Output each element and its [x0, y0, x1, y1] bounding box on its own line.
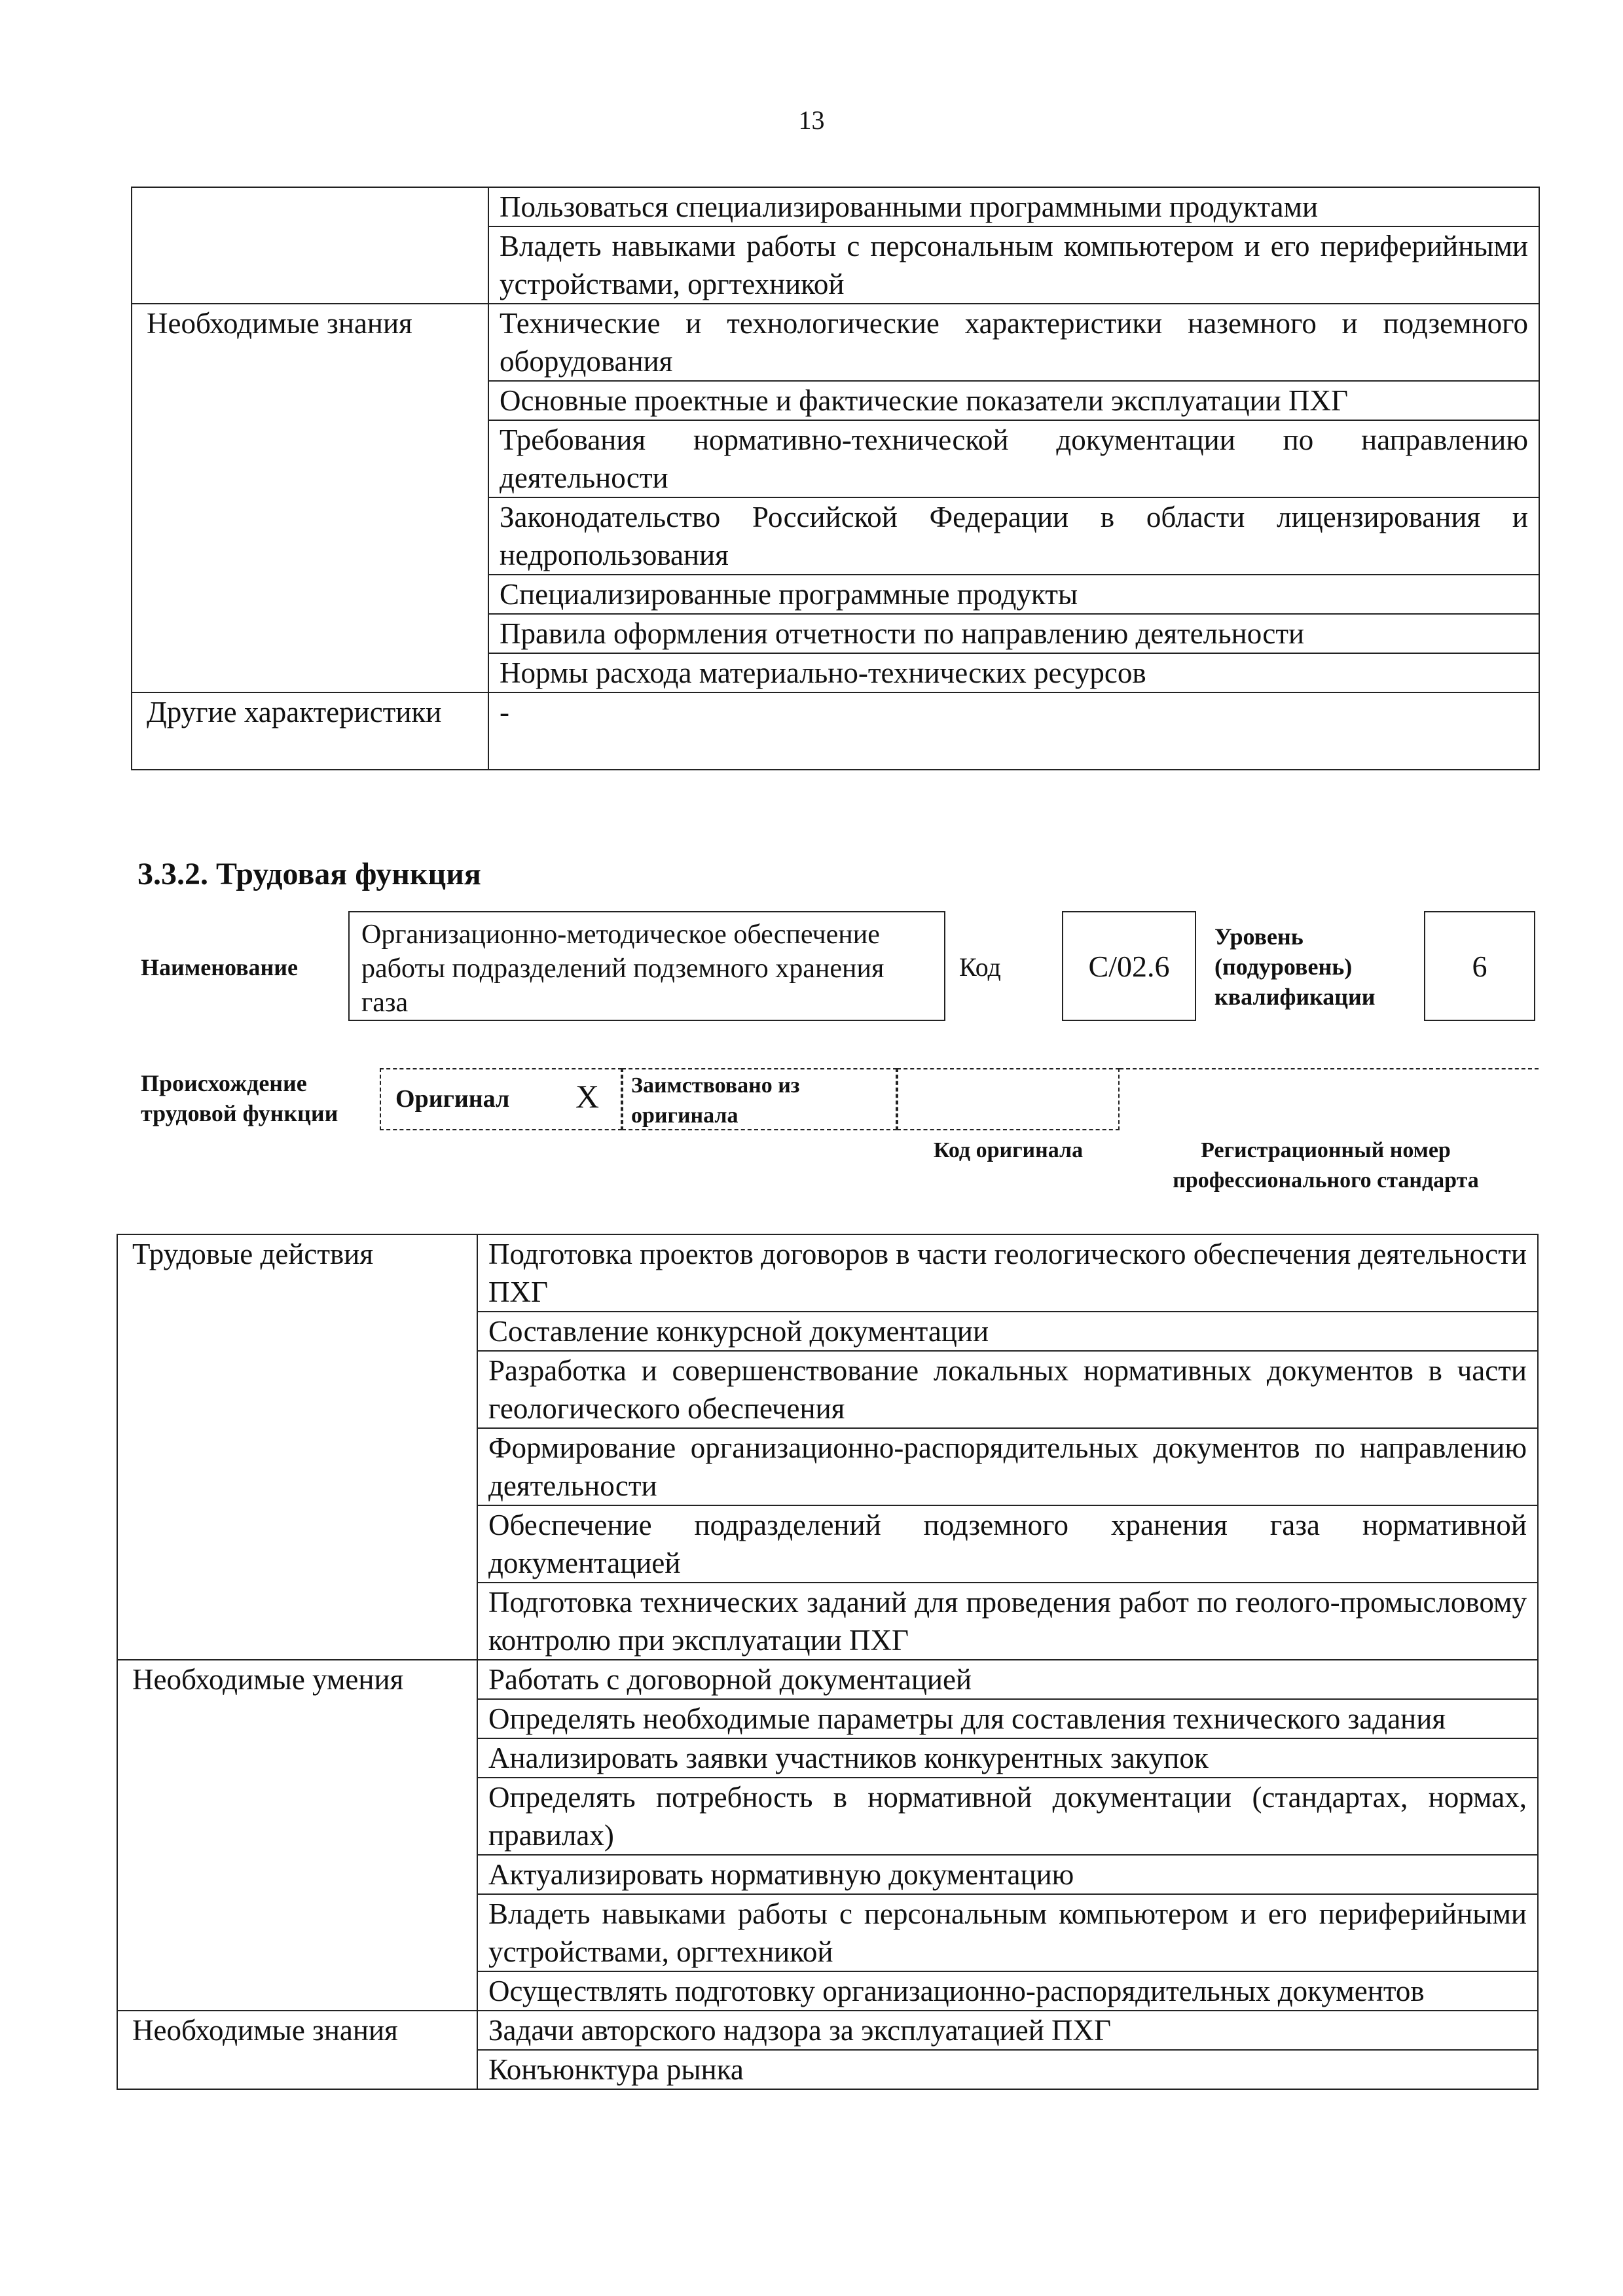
list-item: Подготовка технических заданий для проведения работ по геолого-промысловому контролю при эксплуатации ПХГ: [477, 1583, 1538, 1660]
original-label: Оригинал: [395, 1085, 510, 1113]
table-continuation: [131, 187, 1540, 770]
list-item: Разработка и совершенствование локальных нормативных документов в части геологического обеспечения: [477, 1351, 1538, 1428]
list-item: -: [488, 692, 1539, 770]
list-item: Законодательство Российской Федерации в области лицензирования и недропользования: [488, 497, 1539, 575]
list-item: Обеспечение подразделений подземного хранения газа нормативной документацией: [477, 1505, 1538, 1583]
list-item: Требования нормативно-технической документации по направлению деятельности: [488, 420, 1539, 497]
list-item: Основные проектные и фактические показатели эксплуатации ПХГ: [488, 381, 1539, 420]
list-item: Технические и технологические характеристики наземного и подземного оборудования: [488, 304, 1539, 381]
row-label-other: Другие характеристики: [132, 692, 488, 770]
list-item: Осуществлять подготовку организационно-распорядительных документов: [477, 1971, 1538, 2011]
origin-label: Происхождение трудовой функции: [141, 1070, 338, 1126]
list-item: Анализировать заявки участников конкурентных закупок: [477, 1738, 1538, 1778]
function-name: Организационно-методическое обеспечение работы подразделений подземного хранения газа: [361, 920, 884, 1018]
list-item: Актуализировать нормативную документацию: [477, 1855, 1538, 1894]
level-label: Уровень (подуровень) квалификации: [1214, 924, 1376, 1010]
code-value: С/02.6: [1088, 949, 1170, 983]
table-row: [117, 2011, 1538, 2050]
borrowed-label: Заимствовано из оригинала: [631, 1073, 800, 1128]
list-item: Работать с договорной документацией: [477, 1660, 1538, 1699]
table-row: [132, 304, 1539, 381]
function-name-box: [348, 911, 945, 1021]
row-label-knowledge: Необходимые знания: [132, 304, 488, 692]
code-original-cell: [897, 1068, 1120, 1130]
list-item: Конъюнктура рынка: [477, 2050, 1538, 2089]
table-row: [132, 187, 1539, 226]
list-item: Подготовка проектов договоров в части геологического обеспечения деятельности ПХГ: [477, 1234, 1538, 1312]
borrowed-cell: [622, 1068, 897, 1130]
list-item: Определять необходимые параметры для составления технического задания: [477, 1699, 1538, 1738]
code-box: [1062, 911, 1196, 1021]
section-heading: 3.3.2. Трудовая функция: [137, 857, 481, 891]
list-item: Правила оформления отчетности по направлению деятельности: [488, 614, 1539, 653]
list-item: Определять потребность в нормативной документации (стандартах, нормах, правилах): [477, 1778, 1538, 1855]
original-mark: X: [575, 1078, 600, 1115]
list-item: Формирование организационно-распорядительных документов по направлению деятельности: [477, 1428, 1538, 1505]
code-original-caption: Код оригинала: [933, 1138, 1084, 1162]
reg-number-caption: Регистрационный номер профессионального стандарта: [1173, 1138, 1479, 1193]
row-label-skills: Необходимые умения: [117, 1660, 477, 2011]
list-item: Специализированные программные продукты: [488, 575, 1539, 614]
row-label-knowledge-2: Необходимые знания: [117, 2011, 477, 2089]
name-label: Наименование: [141, 954, 298, 980]
row-label: [132, 187, 488, 304]
code-label: Код: [959, 952, 1001, 982]
list-item: Задачи авторского надзора за эксплуатацией ПХГ: [477, 2011, 1538, 2050]
table-row: [117, 1234, 1538, 1312]
list-item: Нормы расхода материально-технических ресурсов: [488, 653, 1539, 692]
table-row: [132, 692, 1539, 770]
list-item: Пользоваться специализированными программными продуктами: [488, 187, 1539, 226]
level-box: [1424, 911, 1535, 1021]
reg-number-cell: [1120, 1068, 1539, 1132]
page-number: 13: [798, 105, 825, 135]
row-label-actions: Трудовые действия: [117, 1234, 477, 1660]
level-value: 6: [1472, 949, 1487, 983]
table-labor-function: [117, 1234, 1539, 2090]
table-row: [117, 1660, 1538, 1699]
original-cell: [380, 1068, 622, 1130]
list-item: Составление конкурсной документации: [477, 1312, 1538, 1351]
list-item: Владеть навыками работы с персональным компьютером и его периферийными устройствами, оргтехникой: [477, 1894, 1538, 1971]
list-item: Владеть навыками работы с персональным компьютером и его периферийными устройствами, оргтехникой: [488, 226, 1539, 304]
